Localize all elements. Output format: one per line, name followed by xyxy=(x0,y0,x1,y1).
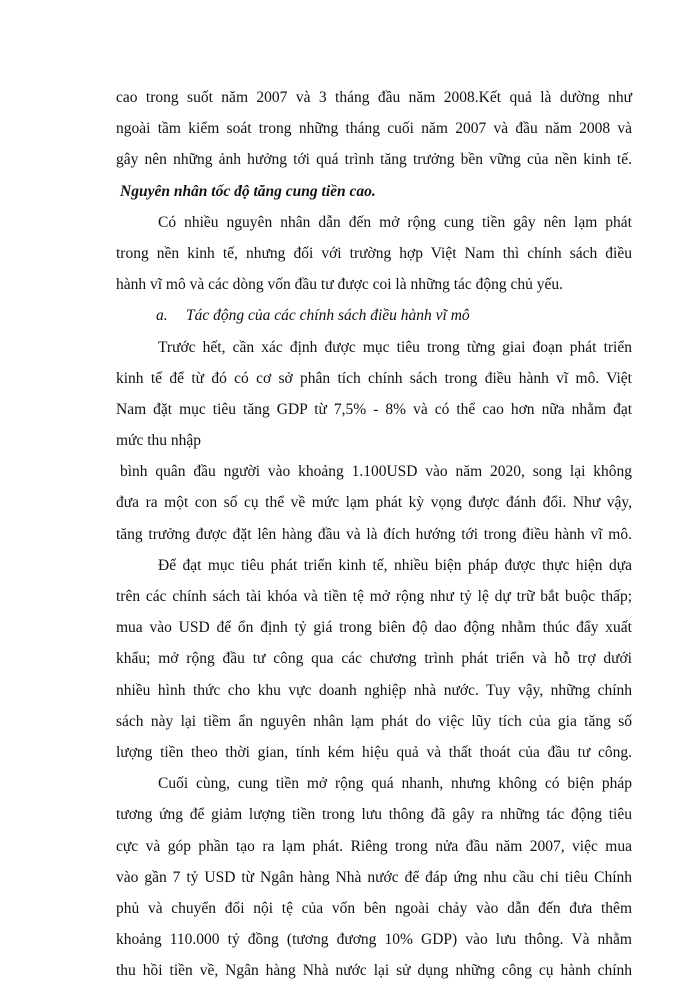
paragraph-line: khẩu; mở rộng đầu tư công qua các chương trình phát triển và hỗ trợ dưới xyxy=(116,650,632,668)
paragraph-line: Cuối cùng, cung tiền mở rộng quá nhanh, nhưng không có biện pháp xyxy=(158,775,632,793)
paragraph-line: phủ và chuyển đổi nội tệ của vốn bên ngoài chảy vào dẫn đến đưa thêm xyxy=(116,899,632,917)
paragraph-line: tăng trưởng được đặt lên hàng đầu và là đích hướng tới trong điều hành vĩ mô. xyxy=(116,525,632,543)
paragraph-line: kinh tế để từ đó có cơ sở phân tích chính sách trong điều hành vĩ mô. Việt xyxy=(116,369,632,387)
paragraph-line: trên các chính sách tài khóa và tiền tệ mở rộng như tỷ lệ dự trữ bắt buộc thấp; xyxy=(116,588,632,605)
paragraph-line: gây nên những ảnh hưởng tới quá trình tăng trưởng bền vững của nền kinh tế. xyxy=(116,151,632,169)
paragraph-line: tương ứng để giảm lượng tiền trong lưu thông đã gây ra những tác động tiêu xyxy=(116,806,632,824)
paragraph-line: bình quân đầu người vào khoảng 1.100USD vào năm 2020, song lại không xyxy=(120,463,632,481)
document-page xyxy=(116,82,632,986)
subsection-heading xyxy=(116,300,632,331)
paragraph-line: nhiều hình thức cho khu vực doanh nghiệp nhà nước. Tuy vậy, những chính xyxy=(116,681,632,699)
paragraph-line: Có nhiều nguyên nhân dẫn đến mở rộng cung tiền gây nên lạm phát xyxy=(158,213,632,231)
subsection-marker: a. xyxy=(156,307,168,325)
paragraph-line: mức thu nhập xyxy=(116,432,202,450)
section-heading: Nguyên nhân tốc độ tăng cung tiền cao. xyxy=(120,182,376,200)
paragraph-line: ngoài tầm kiểm soát trong những tháng cuối năm 2007 và đầu năm 2008 và xyxy=(116,120,632,138)
paragraph-line: cao trong suốt năm 2007 và 3 tháng đầu năm 2008.Kết quả là dường như xyxy=(116,89,632,106)
paragraph-line: Để đạt mục tiêu phát triển kinh tế, nhiều biện pháp được thực hiện dựa xyxy=(158,556,632,574)
paragraph-line: cực và góp phần tạo ra lạm phát. Riêng trong nửa đầu năm 2007, việc mua xyxy=(116,837,632,855)
paragraph-line: sách này lại tiềm ẩn nguyên nhân lạm phát do việc lũy tích của gia tăng số xyxy=(116,712,632,730)
paragraph-line: vào gần 7 tỷ USD từ Ngân hàng Nhà nước để đáp ứng nhu cầu chi tiêu Chính xyxy=(116,868,632,886)
paragraph-line: Nam đặt mục tiêu tăng GDP từ 7,5% - 8% và có thể cao hơn nữa nhằm đạt xyxy=(116,400,632,418)
paragraph-line: hành vĩ mô và các dòng vốn đầu tư được coi là những tác động chủ yếu. xyxy=(116,276,564,294)
paragraph-line: đưa ra một con số cụ thể về mức lạm phát kỳ vọng được đánh đổi. Như vậy, xyxy=(116,494,632,512)
paragraph-line: mua vào USD để ổn định tỷ giá trong biên độ dao động nhằm thúc đẩy xuất xyxy=(116,619,632,637)
paragraph-line: lượng tiền theo thời gian, tính kém hiệu quả và thất thoát của đầu tư công. xyxy=(116,743,632,761)
subsection-title: Tác động của các chính sách điều hành vĩ mô xyxy=(186,307,470,325)
paragraph-line: khoảng 110.000 tỷ đồng (tương đương 10% GDP) vào lưu thông. Và nhằm xyxy=(116,931,632,949)
paragraph-line: Trước hết, cần xác định được mục tiêu trong từng giai đoạn phát triển xyxy=(158,338,632,356)
paragraph-line: trong nền kinh tế, nhưng đối với trường hợp Việt Nam thì chính sách điều xyxy=(116,244,632,262)
paragraph-line: thu hồi tiền về, Ngân hàng Nhà nước lại sử dụng những công cụ hành chính xyxy=(116,962,632,980)
